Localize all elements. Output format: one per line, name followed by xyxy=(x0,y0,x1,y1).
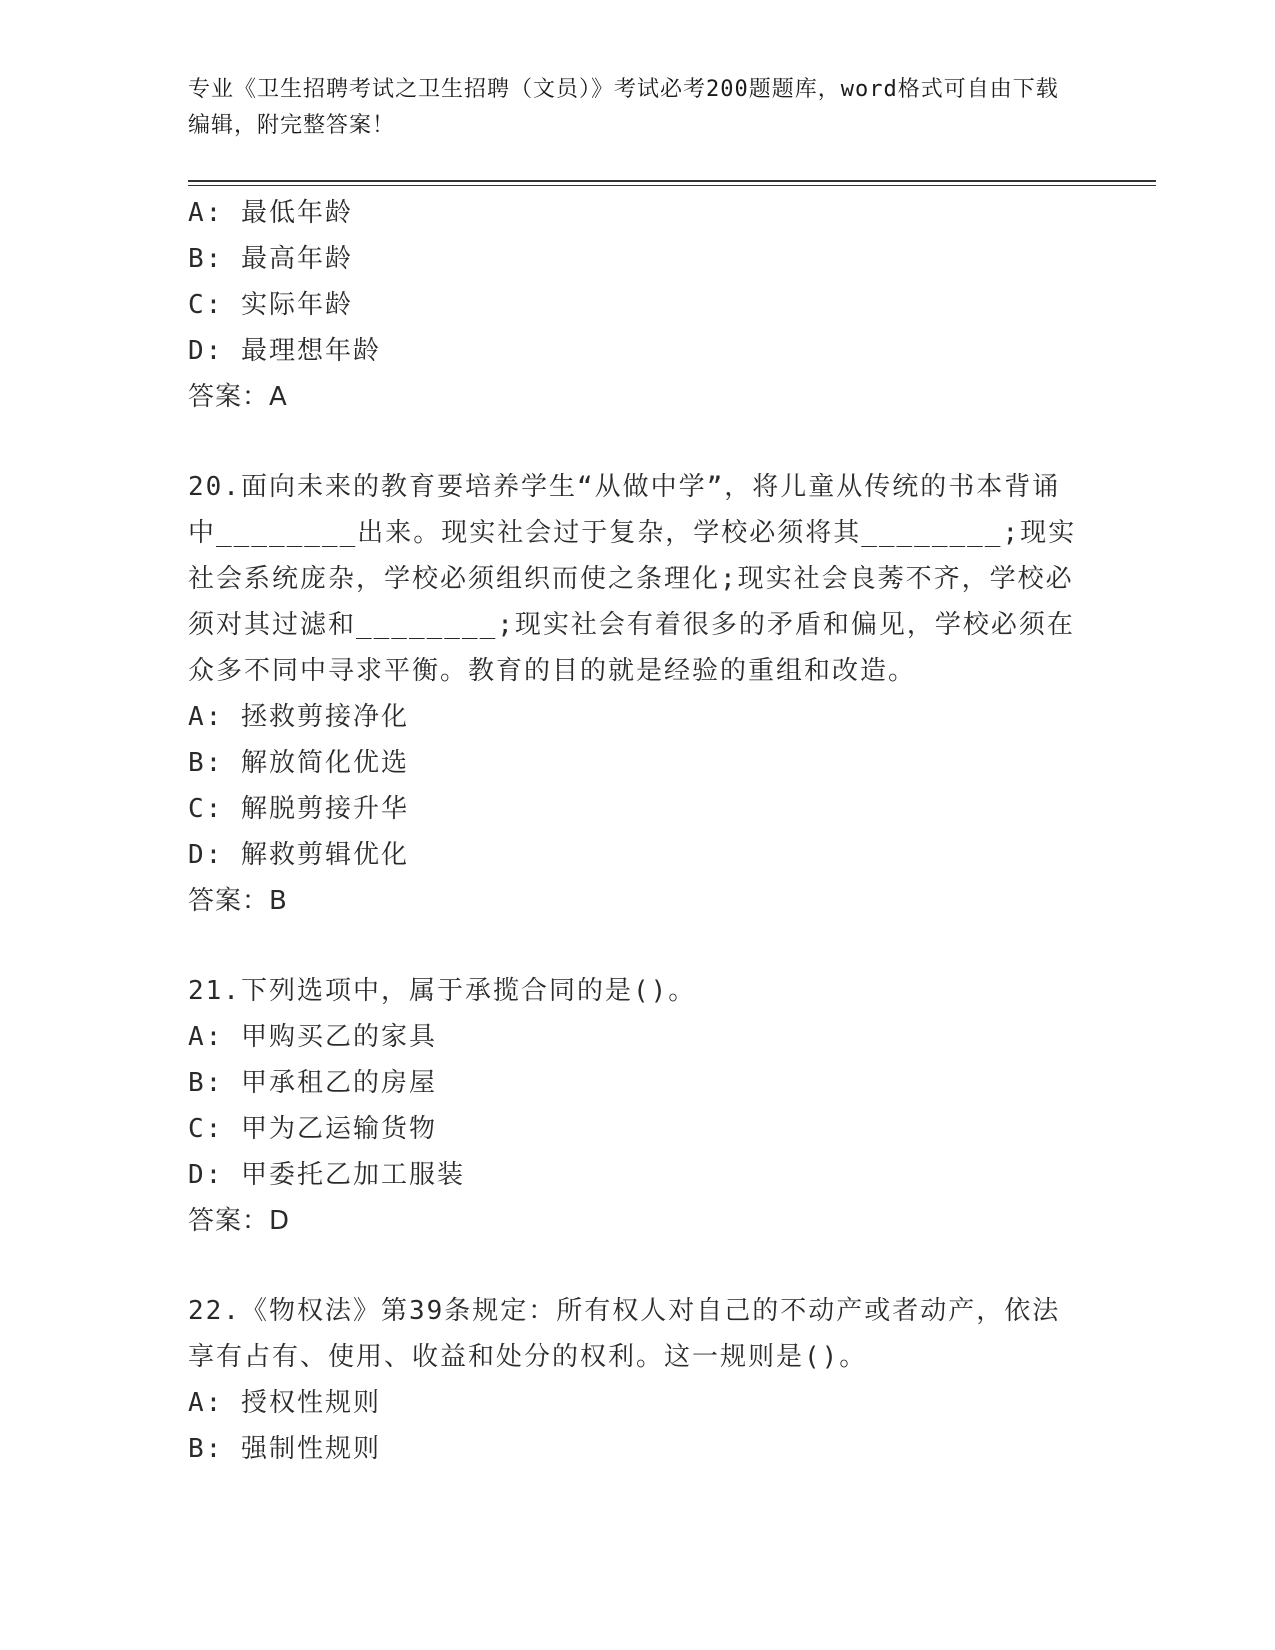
option-c: C: 甲为乙运输货物 xyxy=(188,1114,437,1144)
answer-line: 答案：B xyxy=(188,886,288,916)
option-d: D: 最理想年龄 xyxy=(188,336,381,366)
option-a: A: 授权性规则 xyxy=(188,1388,381,1418)
answer-line: 答案：A xyxy=(188,382,288,412)
answer-line: 答案：D xyxy=(188,1206,291,1236)
question-list xyxy=(188,190,1088,1472)
option-b: B: 解放简化优选 xyxy=(188,748,409,778)
document-header xyxy=(188,72,1068,144)
option-b: B: 甲承租乙的房屋 xyxy=(188,1068,437,1098)
question-item-21 xyxy=(188,968,1088,1244)
document-title: 专业《卫生招聘考试之卫生招聘（文员）》考试必考200题题库，word格式可自由下载编辑，附完整答案！ xyxy=(188,77,1059,138)
option-c: C: 解脱剪接升华 xyxy=(188,794,409,824)
question-item-22 xyxy=(188,1288,1088,1472)
question-item-20 xyxy=(188,464,1088,924)
question-text: 21.下列选项中，属于承揽合同的是()。 xyxy=(188,976,697,1006)
option-a: A: 最低年龄 xyxy=(188,198,353,228)
option-b: B: 最高年龄 xyxy=(188,244,353,274)
header-divider xyxy=(188,180,1156,182)
option-c: C: 实际年龄 xyxy=(188,290,353,320)
option-a: A: 甲购买乙的家具 xyxy=(188,1022,437,1052)
question-text: 20.面向未来的教育要培养学生“从做中学”，将儿童从传统的书本背诵中________出来。现实社会过于复杂，学校必须将其________;现实社会系统庞杂，学校必须组织而使之条理化;现实社会良莠不齐，学校必须对其过滤和________;现实社会有着很多的矛盾和偏见，学校必须在众多不同中寻求平衡。教育的目的就是经验的重组和改造。 xyxy=(188,472,1077,686)
option-d: D: 解救剪辑优化 xyxy=(188,840,409,870)
question-text: 22.《物权法》第39条规定：所有权人对自己的不动产或者动产，依法享有占有、使用、收益和处分的权利。这一规则是()。 xyxy=(188,1296,1061,1372)
option-a: A: 拯救剪接净化 xyxy=(188,702,409,732)
option-b: B: 强制性规则 xyxy=(188,1434,381,1464)
header-divider-secondary xyxy=(188,185,1156,186)
question-item-19 xyxy=(188,190,1088,420)
option-d: D: 甲委托乙加工服装 xyxy=(188,1160,465,1190)
